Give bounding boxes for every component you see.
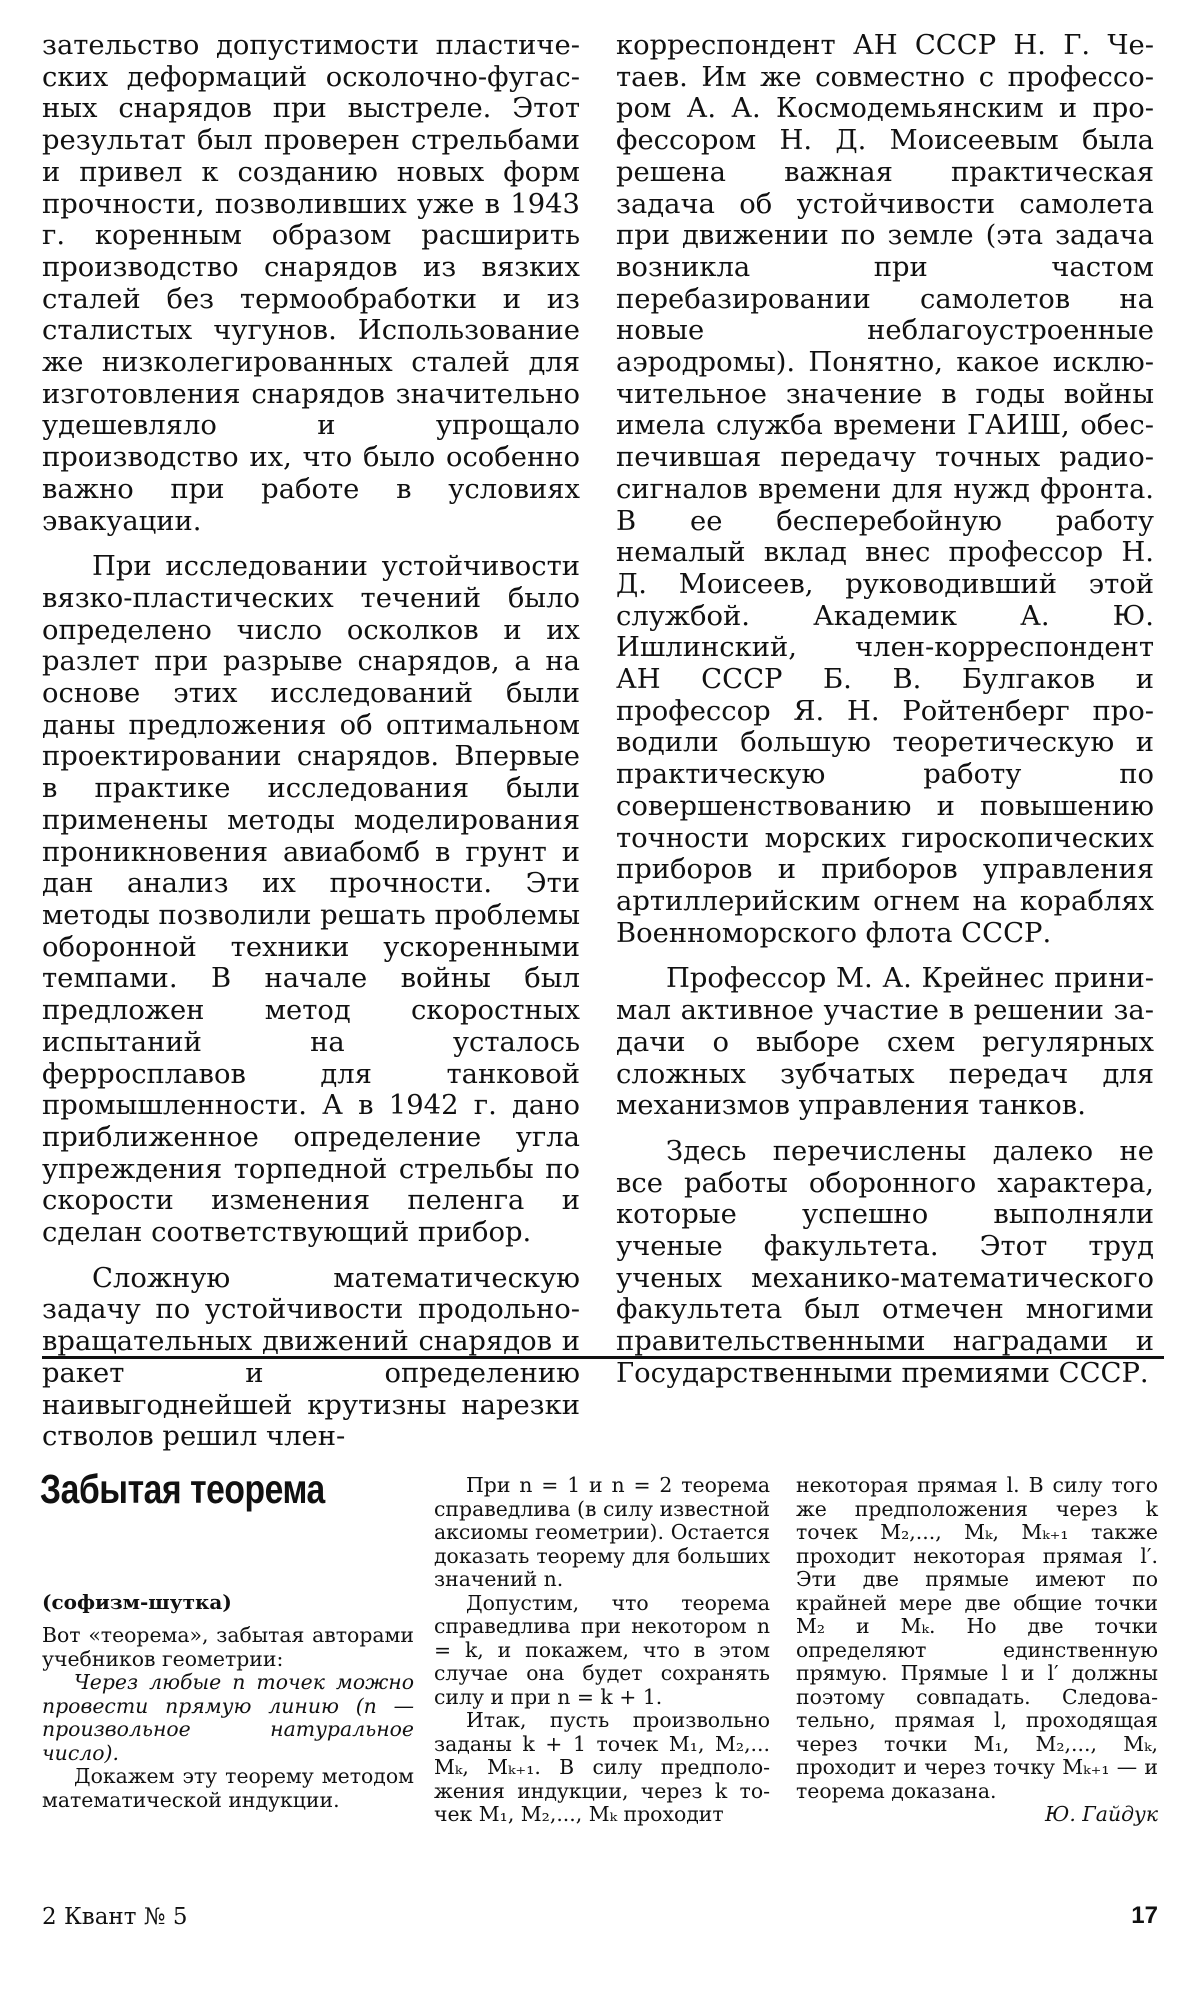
article-paragraph: Здесь перечислены далеко не все работы оборонного характера, которые успешно выполняли ученые факультета. Этот труд ученых механико-математического факультета был отмечен многими правительственными наградами и Государственными премиями СССР.: [616, 1135, 1154, 1389]
note-column-3: [796, 1474, 1158, 1827]
note-subtitle: (софизм-шутка): [42, 1590, 232, 1614]
note-paragraph: Допустим, что теорема справедлива при некотором n = k, и покажем, что в этом случае она будет сохранять силу и при n = k + 1.: [434, 1590, 770, 1709]
article-paragraph: При исследовании устойчивости вязко-пластических течений было определено число осколков и их разлет при разрыве снарядов, а на основе этих исследований были даны предложения об оптимальном проектировании снарядов. Впервые в практике исследования были применены методы моделирования проникновения авиабомб в грунт и дан анализ их прочности. Эти методы позволили решать проблемы оборонной техники ускоренными темпами. В начале войны был предложен метод скоростных испытаний на усталось ферросплавов для танковой промышленности. А в 1942 г. дано приближенное определение угла упреждения торпедной стрельбы по скорости изменения пеленга и сделан соответствующий прибор.: [42, 551, 580, 1249]
note-paragraph: некоторая прямая l. В силу того же предположения через k точек M₂,..., Mₖ, Mₖ₊₁ также проходит некоторая прямая l′. Эти две прямые имеют по крайней мере две общие точки M₂ и Mₖ. Но две точки определяют единственную прямую. Прямые l и l′ должны поэтому совпадать. Следовательно, прямая l, проходящая через точки M₁, M₂,..., Mₖ, проходит и через точку Mₖ₊₁ — и теорема доказана.: [796, 1473, 1158, 1803]
note-paragraph: При n = 1 и n = 2 теорема справедлива (в силу известной аксиомы геометрии). Остается доказать теорему для больших значений n.: [434, 1473, 770, 1591]
note-column-2: [434, 1474, 770, 1827]
article-paragraph: корреспондент АН СССР Н. Г. Четаев. Им же совместно с профессором А. А. Космодемьянским и профессором Н. Д. Моисеевым была решена важная практическая задача об устойчивости самолета при движении по земле (эта задача возникла при частом перебазировании самолетов на новые неблагоустроенные аэродромы). Понятно, какое исключительное значение в годы войны имела служба времени ГАИШ, обеспечившая передачу точных радиосигналов времени для нужд фронта. В ее бесперебойную работу немалый вклад внес профессор Н. Д. Моисеев, руководивший этой службой. Академик А. Ю. Ишлинский, член-корреспондент АН СССР Б. В. Булгаков и профессор Я. Н. Ройтенберг проводили большую теоретическую и практическую работу по совершенствованию и повышению точности морских гироскопических приборов и приборов управления артиллерийским огнем на кораблях Военноморского флота СССР.: [616, 30, 1154, 949]
article-left-column: [42, 30, 580, 1453]
section-divider: [42, 1356, 1164, 1359]
theorem-statement: Через любые n точек можно провести прямую линию (n — произвольное натуральное число).: [42, 1670, 414, 1765]
note-paragraph: Итак, пусть произвольно заданы k + 1 точек M₁, M₂,... Mₖ, Mₖ₊₁. В силу предположения индукции, через k точек M₁, M₂,..., Mₖ проходит: [434, 1708, 770, 1826]
note-column-1: [42, 1624, 414, 1812]
page-number: 17: [1131, 1902, 1158, 1929]
footer-issue: 2 Квант № 5: [42, 1904, 188, 1930]
author-signature: Ю. Гайдук: [1044, 1802, 1158, 1826]
note-title: Забытая теорема: [40, 1466, 325, 1512]
note-paragraph: Вот «теорема», забытая авторами учебников геометрии:: [42, 1623, 414, 1671]
article-paragraph: Профессор М. А. Крейнес принимал активное участие в решении задачи о выборе схем регулярных сложных зубчатых передач для механизмов управления танков.: [616, 963, 1154, 1122]
article-paragraph: зательство допустимости пластических деформаций осколочно-фугасных снарядов при выстреле. Этот результат был проверен стрельбами и привел к созданию новых форм прочности, позволивших уже в 1943 г. коренным образом расширить производство снарядов из вязких сталей без термообработки и из сталистых чугунов. Использование же низколегированных сталей для изготовления снарядов значительно удешевляло и упрощало производство их, что было особенно важно при работе в условиях эвакуации.: [42, 30, 580, 537]
note-paragraph: Докажем эту теорему методом математической индукции.: [42, 1764, 414, 1812]
article-paragraph: Сложную математическую задачу по устойчивости продольно-вращательных движений снарядов и ракет и определению наивыгоднейшей крутизны нарезки стволов решил член-: [42, 1262, 580, 1453]
article-right-column: [616, 30, 1154, 1390]
